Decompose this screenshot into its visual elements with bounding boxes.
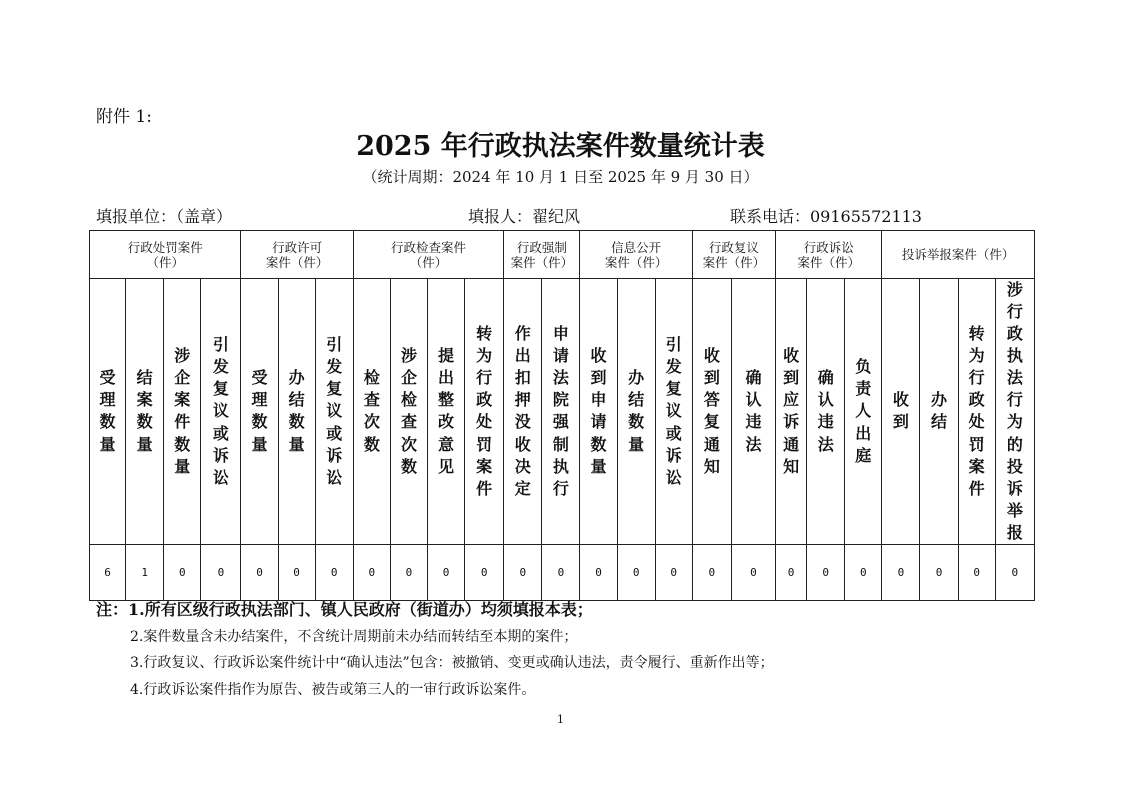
- value-cell: 0: [958, 544, 995, 600]
- column-header-cell: [428, 279, 465, 545]
- column-header-label: 收到申请数量: [590, 346, 607, 476]
- column-header-label: 提出整改意见: [438, 346, 455, 476]
- group-header-row: [90, 231, 1035, 279]
- note-1: 注：1.所有区级行政执法部门、镇人民政府（街道办）均须填报本表；: [96, 600, 593, 619]
- column-header-cell: [776, 279, 807, 545]
- column-header-label: 引发复议或诉讼: [212, 335, 229, 487]
- column-header-label: 引发复议或诉讼: [326, 335, 343, 487]
- group-header-cell: 行政检查案件 （件）: [353, 231, 503, 279]
- column-header-label: 办结数量: [628, 368, 645, 454]
- column-header-cell: [692, 279, 731, 545]
- value-cell: 0: [617, 544, 655, 600]
- group-header-cell: 信息公开 案件（件）: [580, 231, 692, 279]
- group-header-cell: 行政复议 案件（件）: [692, 231, 775, 279]
- column-header-label: 确认违法: [817, 368, 834, 454]
- column-header-cell: [504, 279, 542, 545]
- value-cell: 0: [995, 544, 1034, 600]
- value-cell: 0: [580, 544, 617, 600]
- filling-unit: 填报单位：（盖章）: [96, 207, 233, 226]
- attachment-label: 附件 1:: [96, 107, 152, 127]
- column-header-label: 受理数量: [251, 368, 268, 454]
- column-header-label: 涉企案件数量: [174, 346, 191, 476]
- value-cell: 0: [353, 544, 390, 600]
- statistics-period: （统计周期：2024 年 10 月 1 日至 2025 年 9 月 30 日）: [362, 168, 759, 186]
- value-cell: 0: [882, 544, 920, 600]
- value-cell: 0: [278, 544, 315, 600]
- group-header-cell: 行政处罚案件 （件）: [90, 231, 241, 279]
- filler-name: 填报人：翟纪风: [468, 207, 581, 226]
- value-cell: 0: [807, 544, 845, 600]
- column-header-cell: [465, 279, 504, 545]
- column-header-label: 涉企检查次数: [400, 346, 417, 476]
- value-cell: 6: [90, 544, 126, 600]
- column-header-cell: [845, 279, 882, 545]
- column-header-label: 收到答复通知: [703, 346, 720, 476]
- value-cell: 0: [390, 544, 427, 600]
- contact-phone: 联系电话：09165572113: [730, 207, 922, 226]
- value-cell: 0: [241, 544, 278, 600]
- column-header-cell: [315, 279, 353, 545]
- column-header-label: 受理数量: [99, 368, 116, 454]
- column-header-row: [90, 279, 1035, 545]
- column-header-label: 结案数量: [136, 368, 153, 454]
- column-header-label: 收到: [892, 390, 909, 432]
- note-4: 4.行政诉讼案件指作为原告、被告或第三人的一审行政诉讼案件。: [130, 682, 536, 698]
- note-3: 3.行政复议、行政诉讼案件统计中“确认违法”包含：被撤销、变更或确认违法，责令履行、重新作出等；: [130, 655, 774, 671]
- column-header-label: 负责人出庭: [855, 357, 872, 465]
- column-header-cell: [882, 279, 920, 545]
- value-cell: 0: [315, 544, 353, 600]
- value-cell: 0: [465, 544, 504, 600]
- column-header-cell: [958, 279, 995, 545]
- column-header-label: 涉行政执法行为的投诉举报: [1006, 280, 1023, 542]
- column-header-cell: [655, 279, 692, 545]
- column-header-cell: [390, 279, 427, 545]
- note-2: 2.案件数量含未办结案件，不含统计周期前未办结而转结至本期的案件；: [130, 629, 578, 645]
- group-header-cell: 行政强制 案件（件）: [504, 231, 580, 279]
- value-cell: 0: [428, 544, 465, 600]
- column-header-cell: [241, 279, 278, 545]
- value-cell: 0: [164, 544, 201, 600]
- column-header-cell: [126, 279, 164, 545]
- group-header-cell: 投诉举报案件（件）: [882, 231, 1035, 279]
- column-header-cell: [542, 279, 580, 545]
- value-cell: 0: [920, 544, 958, 600]
- column-header-cell: [731, 279, 775, 545]
- value-cell: 1: [126, 544, 164, 600]
- column-header-label: 办结数量: [288, 368, 305, 454]
- column-header-label: 办结: [931, 390, 948, 432]
- column-header-cell: [278, 279, 315, 545]
- value-cell: 0: [542, 544, 580, 600]
- column-header-label: 转为行政处罚案件: [476, 324, 493, 498]
- value-cell: 0: [845, 544, 882, 600]
- column-header-cell: [90, 279, 126, 545]
- page-title: 2025 年行政执法案件数量统计表: [356, 131, 765, 162]
- column-header-label: 收到应诉通知: [783, 346, 800, 476]
- value-row: [90, 544, 1035, 600]
- column-header-cell: [920, 279, 958, 545]
- column-header-label: 检查次数: [363, 368, 380, 454]
- column-header-cell: [580, 279, 617, 545]
- column-header-cell: [201, 279, 241, 545]
- value-cell: 0: [504, 544, 542, 600]
- column-header-label: 申请法院强制执行: [552, 324, 569, 498]
- column-header-cell: [617, 279, 655, 545]
- column-header-cell: [353, 279, 390, 545]
- column-header-cell: [995, 279, 1034, 545]
- group-header-cell: 行政诉讼 案件（件）: [776, 231, 882, 279]
- page-number: 1: [557, 713, 564, 726]
- column-header-cell: [164, 279, 201, 545]
- value-cell: 0: [731, 544, 775, 600]
- value-cell: 0: [655, 544, 692, 600]
- statistics-table: [89, 230, 1035, 601]
- column-header-label: 作出扣押没收决定: [514, 324, 531, 498]
- value-cell: 0: [776, 544, 807, 600]
- column-header-label: 确认违法: [745, 368, 762, 454]
- column-header-label: 引发复议或诉讼: [665, 335, 682, 487]
- value-cell: 0: [201, 544, 241, 600]
- group-header-cell: 行政许可 案件（件）: [241, 231, 353, 279]
- column-header-label: 转为行政处罚案件: [968, 324, 985, 498]
- column-header-cell: [807, 279, 845, 545]
- value-cell: 0: [692, 544, 731, 600]
